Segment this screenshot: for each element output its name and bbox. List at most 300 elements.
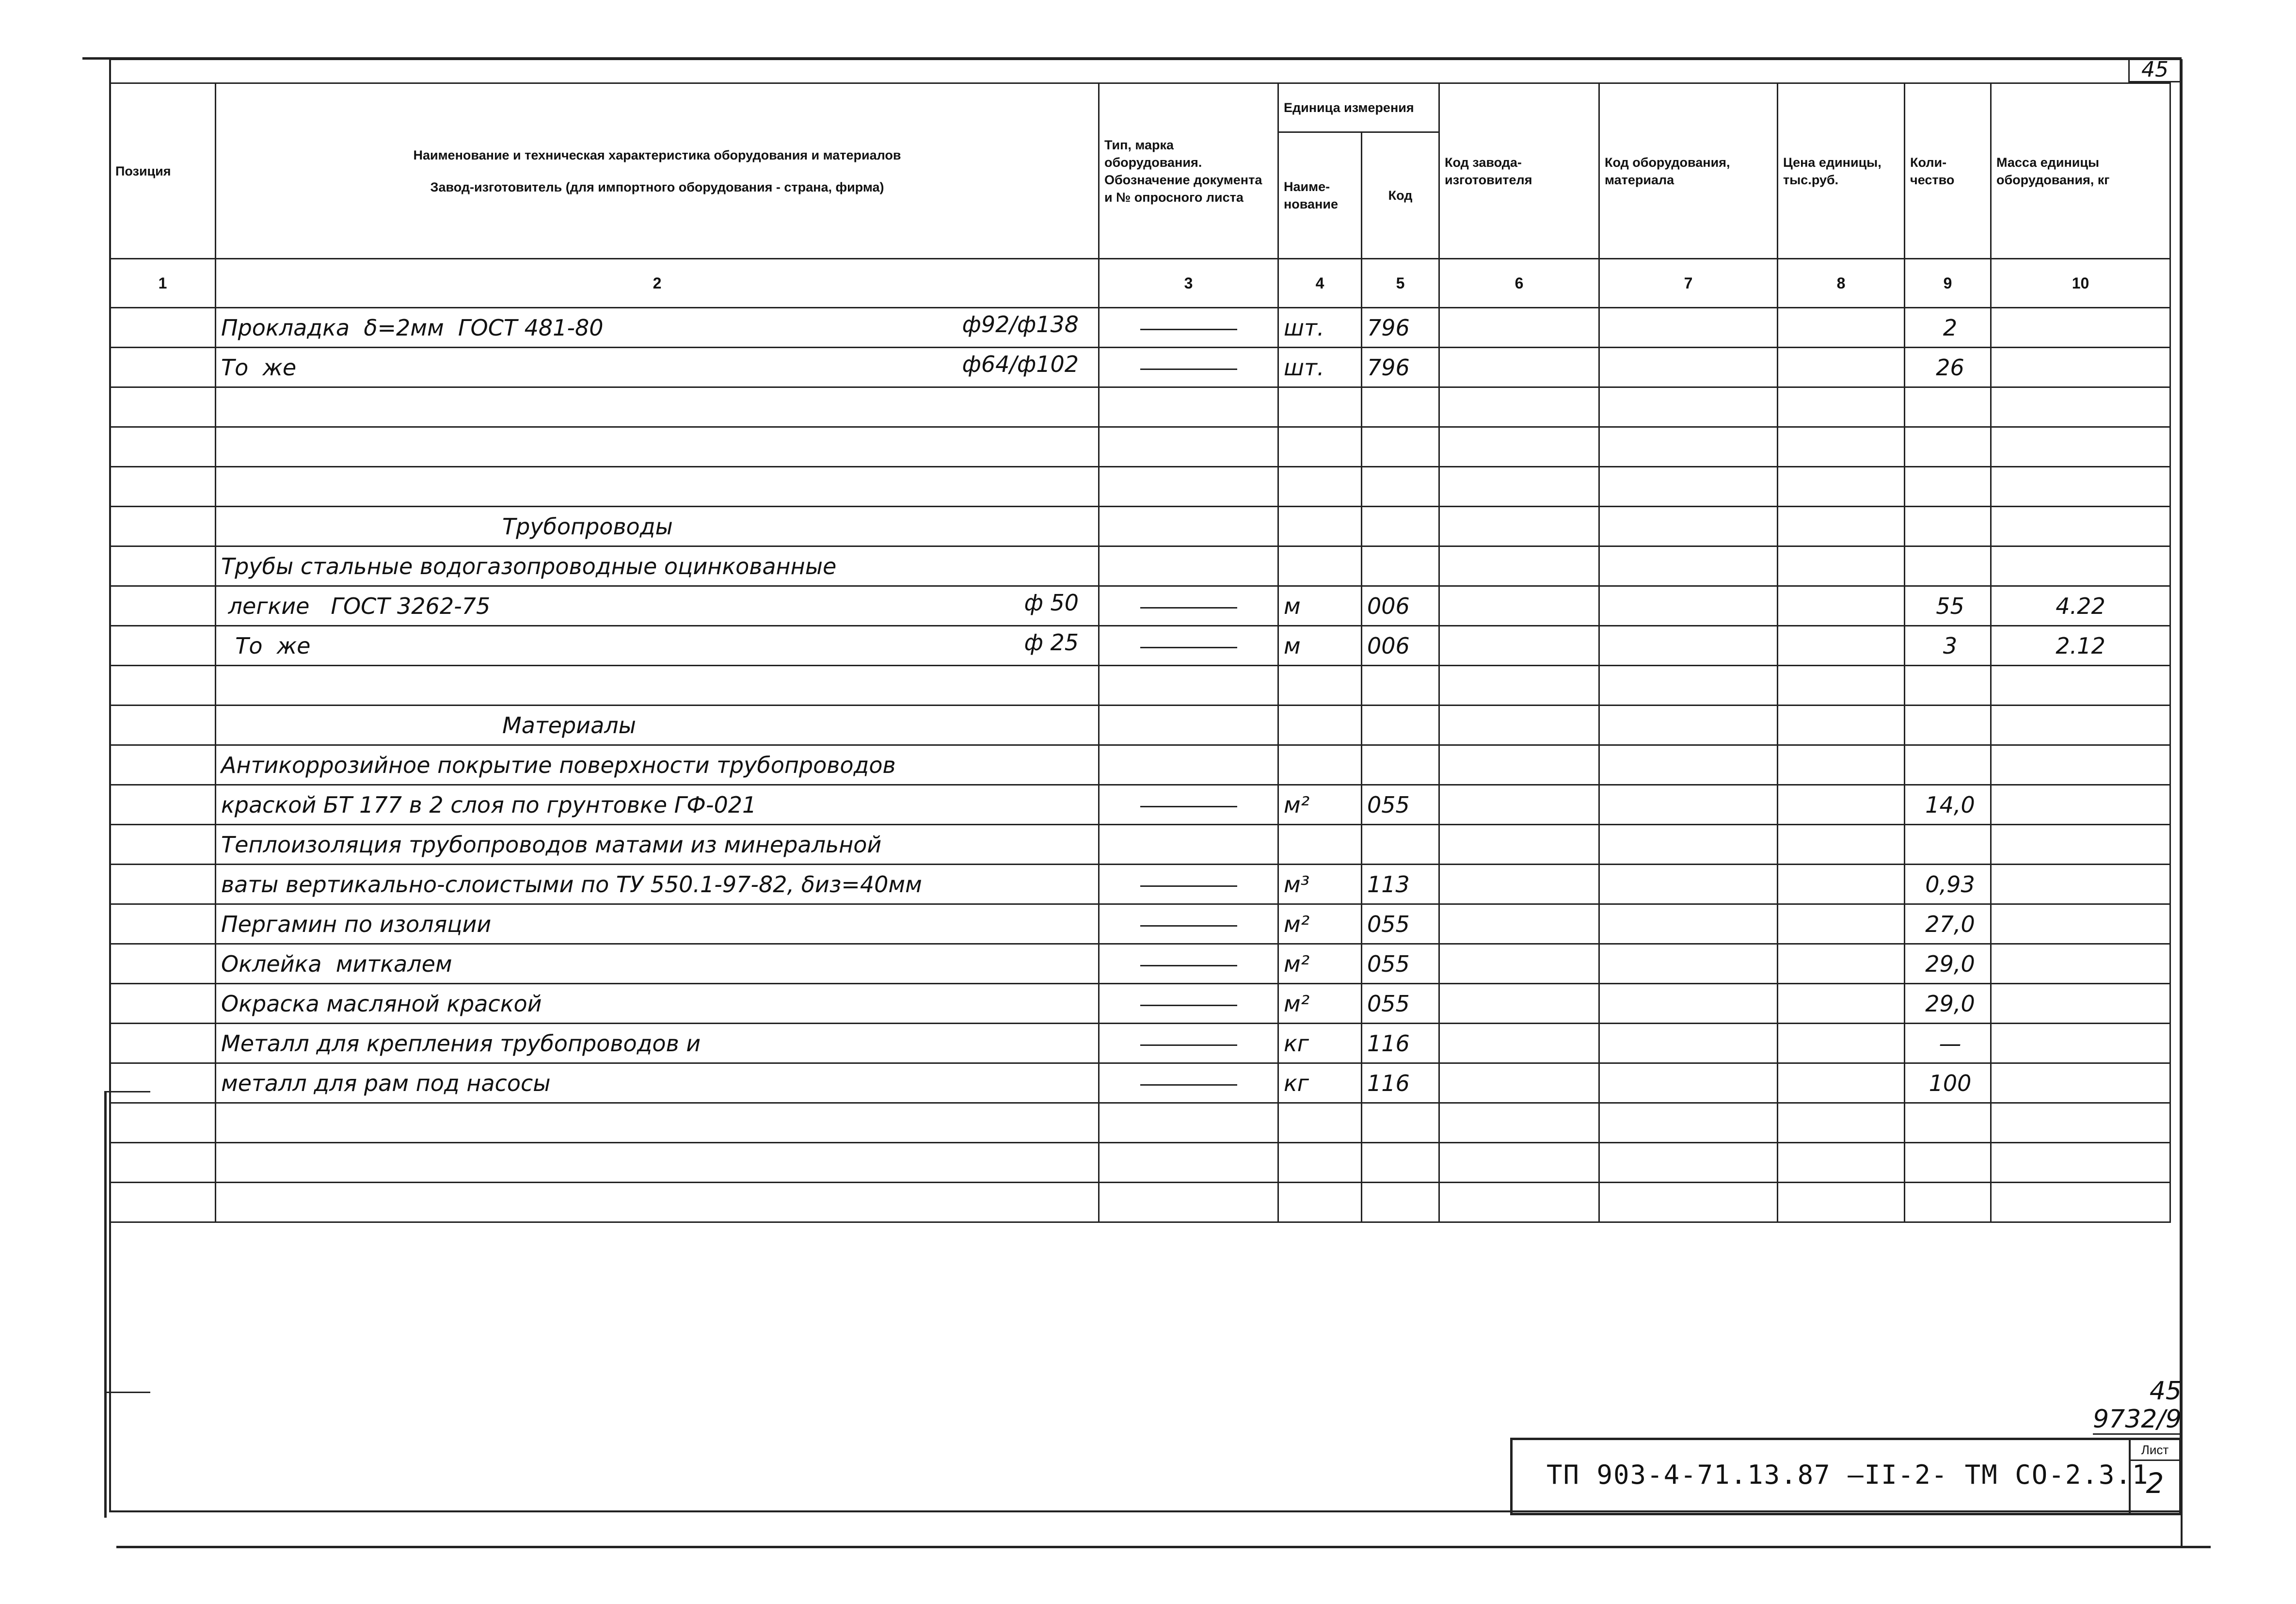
quantity: 27,0 [1905, 904, 1991, 944]
mass [1991, 1063, 2170, 1103]
equipment-code-cell [1599, 785, 1778, 825]
item-name [216, 666, 1099, 706]
unit-code: 113 [1362, 865, 1439, 904]
position-cell [110, 745, 216, 785]
price-cell [1778, 984, 1905, 1024]
item-name-text: краской БТ 177 в 2 слоя по грунтовке ГФ-021 [221, 791, 757, 818]
unit-name [1278, 387, 1362, 427]
price-cell [1778, 467, 1905, 507]
manufacturer-code-cell [1439, 586, 1599, 626]
type-cell [1099, 387, 1278, 427]
position-cell [110, 865, 216, 904]
price-cell [1778, 1103, 1905, 1143]
table-row [110, 944, 2170, 984]
stamp-line1: 45 [2149, 1377, 2182, 1406]
column-number: 6 [1439, 259, 1599, 308]
header-quantity: Коли-чество [1905, 83, 1991, 259]
dash-mark [1140, 647, 1237, 648]
header-name [216, 83, 1099, 259]
price-cell [1778, 1024, 1905, 1063]
equipment-code-cell [1599, 1143, 1778, 1183]
unit-code [1362, 1183, 1439, 1222]
unit-name: м² [1278, 904, 1362, 944]
item-name-text: Пергамин по изоляции [221, 911, 492, 937]
unit-name [1278, 1143, 1362, 1183]
title-block [1510, 1438, 2182, 1515]
mass [1991, 984, 2170, 1024]
equipment-code-cell [1599, 984, 1778, 1024]
price-cell [1778, 348, 1905, 387]
quantity: — [1905, 1024, 1991, 1063]
mass [1991, 1143, 2170, 1183]
page-number-top: 45 [2128, 57, 2182, 82]
unit-code: 055 [1362, 904, 1439, 944]
unit-name [1278, 666, 1362, 706]
mass: 4.22 [1991, 586, 2170, 626]
unit-name: шт. [1278, 308, 1362, 348]
item-name-text: Антикоррозийное покрытие поверхности трубопроводов [221, 752, 896, 778]
type-cell [1099, 865, 1278, 904]
item-name-text: Металл для крепления трубопроводов и [221, 1030, 701, 1057]
quantity: 55 [1905, 586, 1991, 626]
mass [1991, 706, 2170, 745]
column-number: 10 [1991, 259, 2170, 308]
price-cell [1778, 745, 1905, 785]
position-cell [110, 706, 216, 745]
sheet-label: Лист [2131, 1440, 2179, 1461]
quantity [1905, 825, 1991, 865]
equipment-code-cell [1599, 666, 1778, 706]
manufacturer-code-cell [1439, 507, 1599, 546]
table-row [110, 586, 2170, 626]
item-name [216, 865, 1099, 904]
manufacturer-code-cell [1439, 626, 1599, 666]
mass [1991, 387, 2170, 427]
unit-code [1362, 745, 1439, 785]
type-cell [1099, 825, 1278, 865]
table-row [110, 904, 2170, 944]
manufacturer-code-cell [1439, 427, 1599, 467]
mass [1991, 944, 2170, 984]
type-cell [1099, 586, 1278, 626]
specification-table [109, 82, 2171, 1223]
manufacturer-code-cell [1439, 387, 1599, 427]
type-cell [1099, 348, 1278, 387]
item-name [216, 1103, 1099, 1143]
position-cell [110, 825, 216, 865]
position-cell [110, 467, 216, 507]
equipment-code-cell [1599, 1183, 1778, 1222]
manufacturer-code-cell [1439, 825, 1599, 865]
type-cell [1099, 1063, 1278, 1103]
price-cell [1778, 825, 1905, 865]
position-cell [110, 626, 216, 666]
mass [1991, 1103, 2170, 1143]
manufacturer-code-cell [1439, 1103, 1599, 1143]
header-name-line2: Завод-изготовитель (для импортного оборудования - страна, фирма) [430, 179, 884, 194]
unit-code: 006 [1362, 626, 1439, 666]
quantity: 29,0 [1905, 984, 1991, 1024]
column-number: 2 [216, 259, 1099, 308]
manufacturer-code-cell [1439, 666, 1599, 706]
manufacturer-code-cell [1439, 785, 1599, 825]
unit-code [1362, 546, 1439, 586]
type-cell [1099, 308, 1278, 348]
type-cell [1099, 546, 1278, 586]
table-row [110, 1183, 2170, 1222]
quantity [1905, 745, 1991, 785]
unit-name: кг [1278, 1024, 1362, 1063]
equipment-code-cell [1599, 427, 1778, 467]
unit-name [1278, 467, 1362, 507]
position-cell [110, 666, 216, 706]
column-number: 3 [1099, 259, 1278, 308]
table-row [110, 745, 2170, 785]
dash-mark [1140, 885, 1237, 887]
unit-code [1362, 666, 1439, 706]
item-name [216, 1143, 1099, 1183]
item-name-text: ваты вертикально-слоистыми по ТУ 550.1-97-82, δиз=40мм [221, 871, 922, 898]
item-name [216, 348, 1099, 387]
item-name [216, 1183, 1099, 1222]
dash-mark [1140, 925, 1237, 927]
document-code: ТП 903-4-71.13.87 —II-2- ТМ СО-2.3.1 [1547, 1460, 2149, 1490]
equipment-code-cell [1599, 546, 1778, 586]
price-cell [1778, 626, 1905, 666]
header-type: Тип, марка оборудования. Обозначение документа и № опросного листа [1099, 83, 1278, 259]
header-mass: Масса единицы оборудования, кг [1991, 83, 2170, 259]
position-cell [110, 785, 216, 825]
price-cell [1778, 546, 1905, 586]
unit-code [1362, 1143, 1439, 1183]
table-row [110, 626, 2170, 666]
equipment-code-cell [1599, 626, 1778, 666]
item-name-text: То же [221, 632, 311, 659]
equipment-code-cell [1599, 944, 1778, 984]
column-number-row [110, 259, 2170, 308]
manufacturer-code-cell [1439, 348, 1599, 387]
table-row [110, 666, 2170, 706]
table-row [110, 546, 2170, 586]
manufacturer-code-cell [1439, 1063, 1599, 1103]
position-cell [110, 546, 216, 586]
unit-code: 116 [1362, 1024, 1439, 1063]
position-cell [110, 984, 216, 1024]
unit-code [1362, 387, 1439, 427]
type-cell [1099, 666, 1278, 706]
type-cell [1099, 745, 1278, 785]
unit-code [1362, 825, 1439, 865]
item-name-text: Оклейка миткалем [221, 950, 452, 977]
unit-code: 055 [1362, 984, 1439, 1024]
manufacturer-code-cell [1439, 706, 1599, 745]
column-number: 7 [1599, 259, 1778, 308]
quantity: 3 [1905, 626, 1991, 666]
position-cell [110, 348, 216, 387]
unit-code: 055 [1362, 944, 1439, 984]
position-cell [110, 944, 216, 984]
item-name [216, 825, 1099, 865]
type-cell [1099, 944, 1278, 984]
type-cell [1099, 507, 1278, 546]
item-dimension: ф92/ф138 [962, 311, 1079, 337]
manufacturer-code-cell [1439, 745, 1599, 785]
section-header: Трубопроводы [216, 507, 1099, 546]
dash-mark [1140, 1044, 1237, 1046]
item-name-text: Теплоизоляция трубопроводов матами из минеральной [221, 831, 882, 858]
manufacturer-code-cell [1439, 944, 1599, 984]
quantity [1905, 427, 1991, 467]
manufacturer-code-cell [1439, 546, 1599, 586]
table-row [110, 825, 2170, 865]
item-name-text: легкие ГОСТ 3262-75 [221, 593, 491, 619]
equipment-code-cell [1599, 507, 1778, 546]
price-cell [1778, 1183, 1905, 1222]
position-cell [110, 427, 216, 467]
table-row [110, 984, 2170, 1024]
specification-body [110, 308, 2170, 1222]
item-name-text: Трубы стальные водогазопроводные оцинкованные [221, 553, 837, 579]
quantity [1905, 546, 1991, 586]
table-row [110, 1103, 2170, 1143]
quantity: 2 [1905, 308, 1991, 348]
unit-name [1278, 427, 1362, 467]
column-number: 9 [1905, 259, 1991, 308]
manufacturer-code-cell [1439, 1143, 1599, 1183]
position-cell [110, 507, 216, 546]
item-name-text: Окраска масляной краской [221, 990, 542, 1017]
sheet-box [2129, 1440, 2179, 1515]
position-cell [110, 1024, 216, 1063]
quantity: 0,93 [1905, 865, 1991, 904]
dash-mark [1140, 806, 1237, 807]
unit-code: 796 [1362, 308, 1439, 348]
unit-name: м [1278, 626, 1362, 666]
quantity [1905, 387, 1991, 427]
unit-code [1362, 467, 1439, 507]
type-cell [1099, 1103, 1278, 1143]
header-unit-name: Наиме-нование [1278, 132, 1362, 259]
bottom-rule [116, 1546, 2211, 1548]
equipment-code-cell [1599, 1103, 1778, 1143]
section-header-row [110, 706, 2170, 745]
item-name [216, 904, 1099, 944]
mass [1991, 904, 2170, 944]
item-name [216, 1024, 1099, 1063]
type-cell [1099, 427, 1278, 467]
equipment-code-cell [1599, 387, 1778, 427]
unit-name: кг [1278, 1063, 1362, 1103]
mass [1991, 427, 2170, 467]
table-row [110, 348, 2170, 387]
quantity [1905, 507, 1991, 546]
table-row [110, 785, 2170, 825]
table-row [110, 865, 2170, 904]
table-row [110, 1063, 2170, 1103]
dash-mark [1140, 607, 1237, 609]
type-cell [1099, 904, 1278, 944]
quantity: 26 [1905, 348, 1991, 387]
price-cell [1778, 507, 1905, 546]
unit-code: 116 [1362, 1063, 1439, 1103]
position-cell [110, 387, 216, 427]
item-name [216, 745, 1099, 785]
unit-code: 055 [1362, 785, 1439, 825]
unit-name: м [1278, 586, 1362, 626]
mass: 2.12 [1991, 626, 2170, 666]
type-cell [1099, 706, 1278, 745]
table-row [110, 1024, 2170, 1063]
type-cell [1099, 1024, 1278, 1063]
equipment-code-cell [1599, 586, 1778, 626]
unit-name: шт. [1278, 348, 1362, 387]
equipment-code-cell [1599, 1024, 1778, 1063]
unit-code [1362, 427, 1439, 467]
equipment-code-cell [1599, 706, 1778, 745]
price-cell [1778, 666, 1905, 706]
position-cell [110, 586, 216, 626]
dash-mark [1140, 1005, 1237, 1006]
price-cell [1778, 865, 1905, 904]
mass [1991, 1183, 2170, 1222]
table-row [110, 467, 2170, 507]
mass [1991, 785, 2170, 825]
quantity [1905, 1103, 1991, 1143]
manufacturer-code-cell [1439, 904, 1599, 944]
item-name-text: Прокладка δ=2мм ГОСТ 481-80 [221, 314, 604, 341]
unit-name: м² [1278, 944, 1362, 984]
column-number: 5 [1362, 259, 1439, 308]
header-manufacturer-code: Код завода-изготовителя [1439, 83, 1599, 259]
item-name [216, 586, 1099, 626]
column-number: 8 [1778, 259, 1905, 308]
header-unit-group: Единица измерения [1278, 83, 1439, 132]
type-cell [1099, 785, 1278, 825]
unit-code: 006 [1362, 586, 1439, 626]
section-header: Материалы [216, 706, 1099, 745]
quantity [1905, 467, 1991, 507]
item-name-text: То же [221, 354, 297, 381]
column-number: 4 [1278, 259, 1362, 308]
item-name [216, 984, 1099, 1024]
header-equipment-code: Код оборудования, материала [1599, 83, 1778, 259]
type-cell [1099, 626, 1278, 666]
price-cell [1778, 785, 1905, 825]
equipment-code-cell [1599, 308, 1778, 348]
mass [1991, 467, 2170, 507]
quantity [1905, 666, 1991, 706]
price-cell [1778, 944, 1905, 984]
unit-code [1362, 1103, 1439, 1143]
price-cell [1778, 1143, 1905, 1183]
unit-code: 796 [1362, 348, 1439, 387]
manufacturer-code-cell [1439, 308, 1599, 348]
table-row [110, 308, 2170, 348]
item-name [216, 1063, 1099, 1103]
item-name [216, 308, 1099, 348]
manufacturer-code-cell [1439, 865, 1599, 904]
table-row [110, 387, 2170, 427]
header-name-line1: Наименование и техническая характеристика оборудования и материалов [413, 147, 901, 162]
stamp-line2: 9732/9 [2093, 1405, 2182, 1434]
type-cell [1099, 984, 1278, 1024]
equipment-code-cell [1599, 825, 1778, 865]
item-dimension: ф 50 [1024, 590, 1079, 616]
binding-strip [104, 1091, 150, 1518]
item-dimension: ф64/ф102 [962, 351, 1079, 377]
type-cell [1099, 467, 1278, 507]
price-cell [1778, 1063, 1905, 1103]
item-name [216, 467, 1099, 507]
item-name [216, 785, 1099, 825]
mass [1991, 825, 2170, 865]
position-cell [110, 904, 216, 944]
item-name [216, 427, 1099, 467]
price-cell [1778, 427, 1905, 467]
table-row [110, 1143, 2170, 1183]
price-cell [1778, 586, 1905, 626]
unit-name [1278, 546, 1362, 586]
equipment-code-cell [1599, 904, 1778, 944]
price-cell [1778, 706, 1905, 745]
equipment-code-cell [1599, 348, 1778, 387]
mass [1991, 865, 2170, 904]
type-cell [1099, 1143, 1278, 1183]
item-name [216, 944, 1099, 984]
position-cell [110, 308, 216, 348]
item-name-text: металл для рам под насосы [221, 1070, 551, 1096]
quantity [1905, 706, 1991, 745]
unit-name [1278, 745, 1362, 785]
quantity [1905, 1143, 1991, 1183]
sheet-number: 2 [2146, 1467, 2164, 1500]
dash-mark [1140, 1084, 1237, 1086]
unit-code [1362, 507, 1439, 546]
inventory-stamp [2080, 1377, 2182, 1435]
quantity: 14,0 [1905, 785, 1991, 825]
equipment-code-cell [1599, 1063, 1778, 1103]
item-name [216, 546, 1099, 586]
mass [1991, 308, 2170, 348]
quantity: 100 [1905, 1063, 1991, 1103]
unit-name: м³ [1278, 865, 1362, 904]
equipment-code-cell [1599, 865, 1778, 904]
item-dimension: ф 25 [1024, 629, 1079, 656]
right-edge [2181, 59, 2183, 1548]
dash-mark [1140, 965, 1237, 966]
unit-name [1278, 706, 1362, 745]
header-unit-code: Код [1362, 132, 1439, 259]
mass [1991, 666, 2170, 706]
unit-name [1278, 1183, 1362, 1222]
unit-name [1278, 1103, 1362, 1143]
price-cell [1778, 308, 1905, 348]
type-cell [1099, 1183, 1278, 1222]
manufacturer-code-cell [1439, 984, 1599, 1024]
item-name [216, 387, 1099, 427]
header-price: Цена единицы, тыс.руб. [1778, 83, 1905, 259]
unit-name [1278, 507, 1362, 546]
equipment-code-cell [1599, 745, 1778, 785]
section-header-row [110, 507, 2170, 546]
dash-mark [1140, 329, 1237, 330]
manufacturer-code-cell [1439, 1183, 1599, 1222]
unit-name: м² [1278, 785, 1362, 825]
manufacturer-code-cell [1439, 1024, 1599, 1063]
manufacturer-code-cell [1439, 467, 1599, 507]
quantity: 29,0 [1905, 944, 1991, 984]
equipment-code-cell [1599, 467, 1778, 507]
